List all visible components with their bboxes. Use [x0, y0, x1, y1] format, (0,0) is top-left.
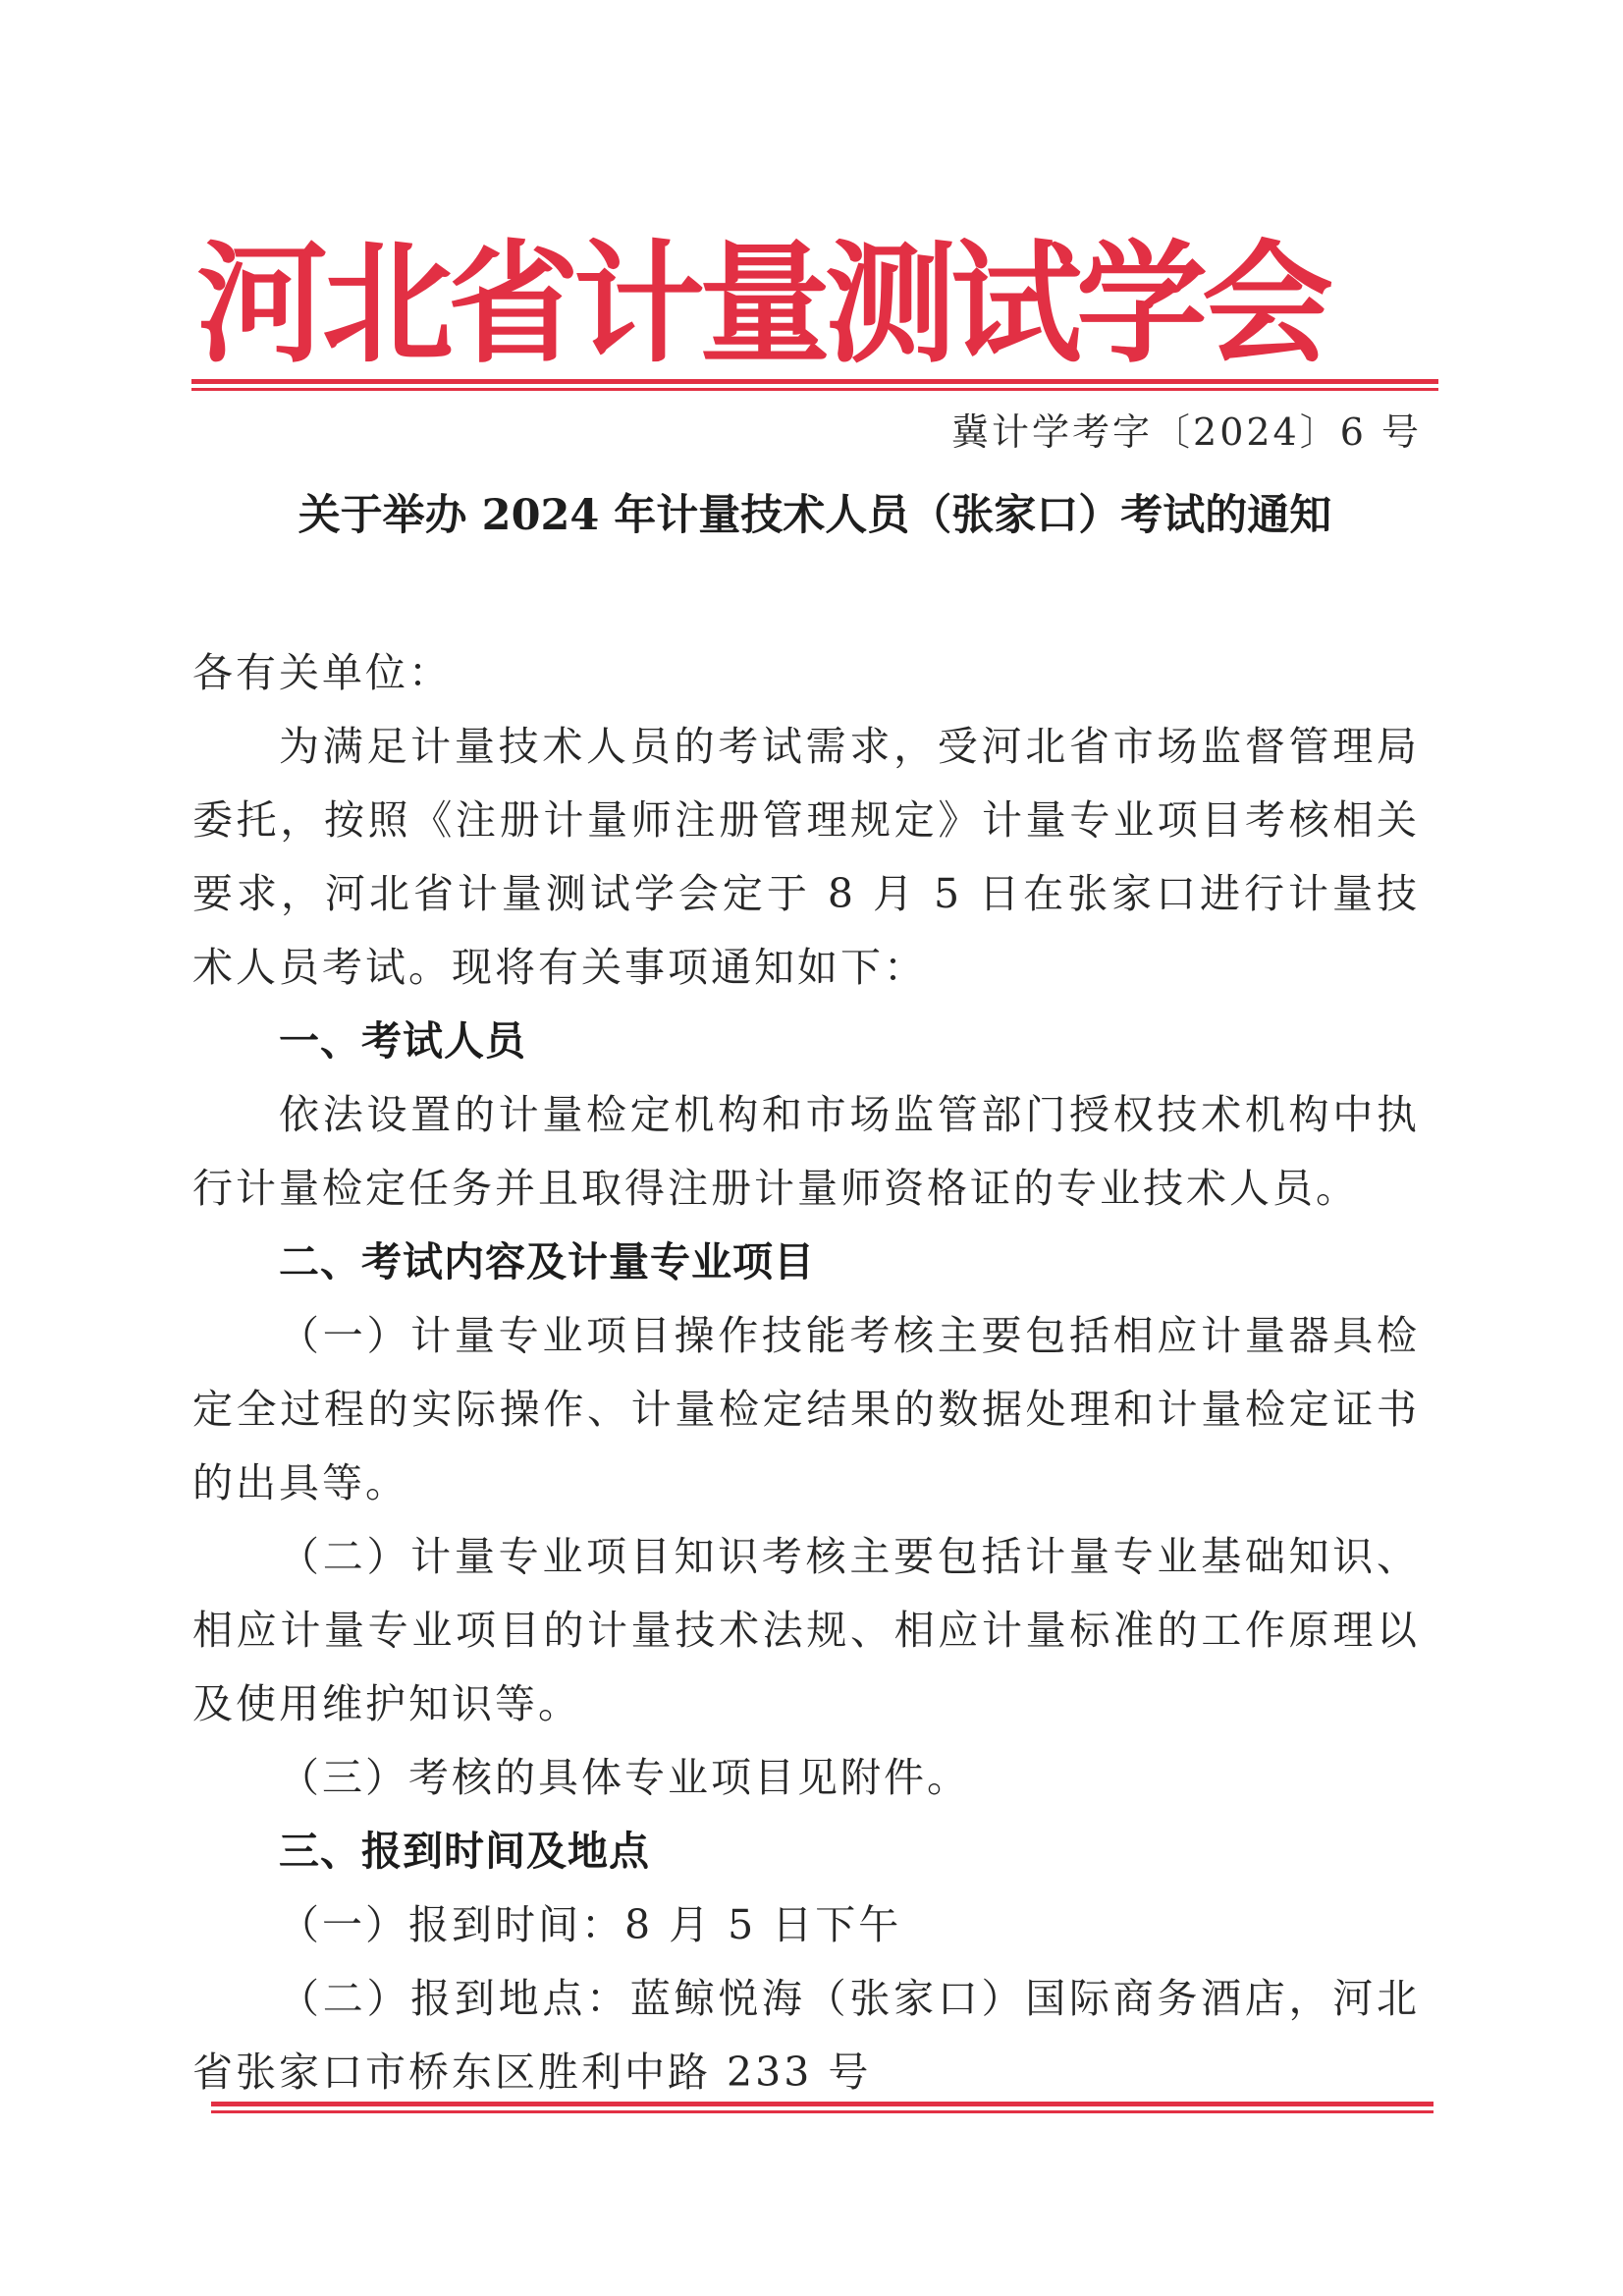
section-paragraph: 依法设置的计量检定机构和市场监管部门授权技术机构中执行计量检定任务并且取得注册计量师资格证的专业技术人员。 [192, 1091, 1420, 1212]
section-heading-exam-personnel: 一、考试人员 [279, 1017, 526, 1065]
section-paragraph: （二）报到地点：蓝鲸悦海（张家口）国际商务酒店，河北省张家口市桥东区胜利中路 233 号 [192, 1975, 1420, 2096]
notice-title: 关于举办 2024 年计量技术人员（张家口）考试的通知 [298, 491, 1332, 540]
footer-red-rule [211, 2102, 1434, 2106]
section-paragraph: （二）计量专业项目知识考核主要包括计量专业基础知识、相应计量专业项目的计量技术法规、相应计量标准的工作原理以及使用维护知识等。 [192, 1533, 1420, 1727]
salutation: 各有关单位： [192, 649, 452, 696]
notice-body [192, 636, 1420, 2109]
document-number: 冀计学考字〔2024〕6 号 [951, 410, 1422, 454]
section-heading-registration: 三、报到时间及地点 [279, 1828, 650, 1875]
section-paragraph: （一）报到时间：8 月 5 日下午 [279, 1901, 902, 1948]
section-paragraph: （一）计量专业项目操作技能考核主要包括相应计量器具检定全过程的实际操作、计量检定结果的数据处理和计量检定证书的出具等。 [192, 1312, 1420, 1506]
letterhead-red-rule [191, 379, 1438, 384]
section-heading-exam-content: 二、考试内容及计量专业项目 [279, 1238, 815, 1285]
intro-paragraph: 为满足计量技术人员的考试需求，受河北省市场监督管理局委托，按照《注册计量师注册管理规定》计量专业项目考核相关要求，河北省计量测试学会定于 8 月 5 日在张家口进行计量技术人员考试。现将有关事项通知如下： [192, 723, 1420, 991]
section-paragraph: （三）考核的具体专业项目见附件。 [279, 1754, 970, 1801]
letterhead-organization-name: 河北省计量测试学会 [196, 228, 1328, 381]
